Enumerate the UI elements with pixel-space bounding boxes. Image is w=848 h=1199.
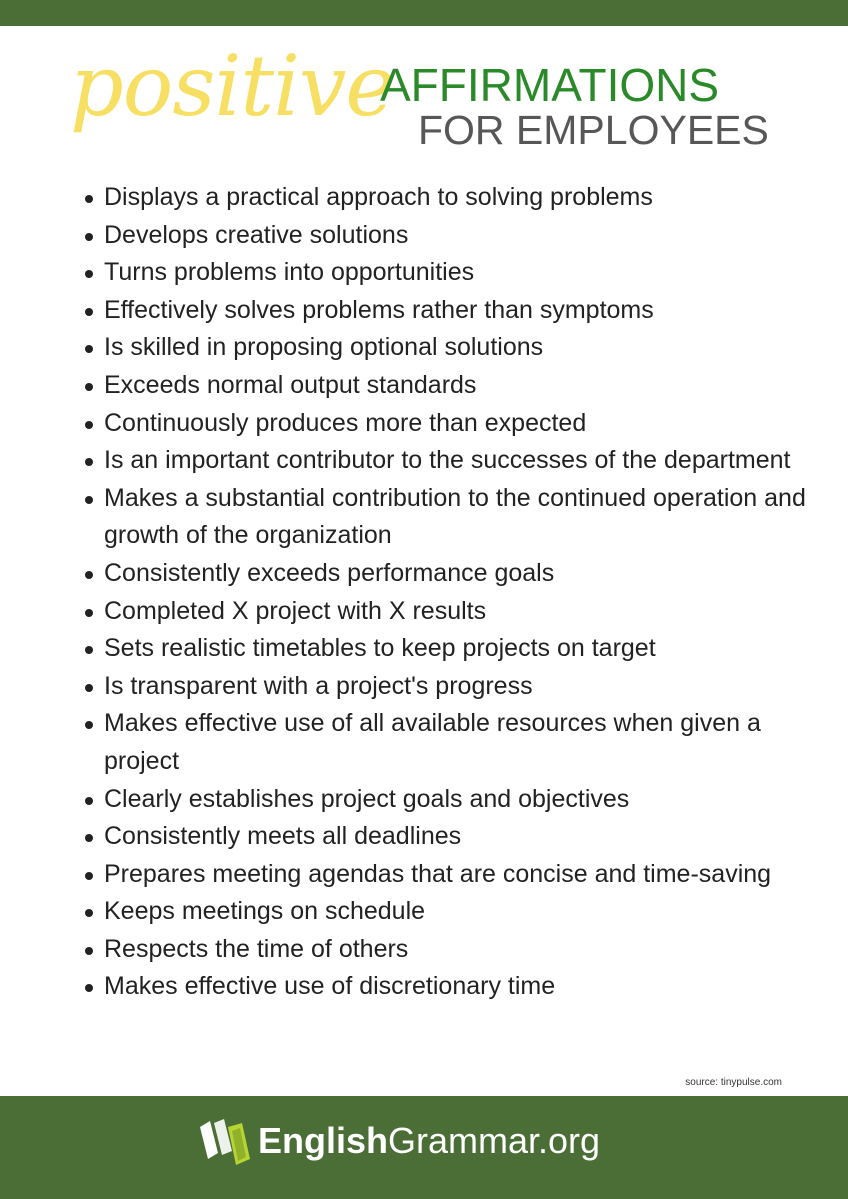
- list-item: Completed X project with X results: [80, 593, 810, 631]
- logo-word-english: English: [258, 1120, 389, 1161]
- affirmations-list: [80, 179, 810, 1006]
- list-item: Turns problems into opportunities: [80, 254, 810, 292]
- list-item: Makes effective use of discretionary time: [80, 968, 810, 1006]
- list-item: Prepares meeting agendas that are concise and time-saving: [80, 856, 810, 894]
- list-item: Makes effective use of all available resources when given a project: [80, 705, 810, 780]
- list-item: Consistently exceeds performance goals: [80, 555, 810, 593]
- englishgrammar-logo[interactable]: [196, 1113, 616, 1177]
- list-item: Respects the time of others: [80, 931, 810, 969]
- books-icon: [196, 1113, 256, 1171]
- list-item: Exceeds normal output standards: [80, 367, 810, 405]
- list-item: Displays a practical approach to solving problems: [80, 179, 810, 217]
- list-item: Sets realistic timetables to keep projects on target: [80, 630, 810, 668]
- list-item: Is transparent with a project's progress: [80, 668, 810, 706]
- list-item: Continuously produces more than expected: [80, 405, 810, 443]
- list-item: Develops creative solutions: [80, 217, 810, 255]
- title-word-positive: positive: [70, 37, 395, 135]
- top-color-bar: [0, 0, 848, 26]
- logo-word-grammar: Grammar.org: [388, 1120, 601, 1161]
- list-item: Is an important contributor to the successes of the department: [80, 442, 810, 480]
- list-item: Makes a substantial contribution to the continued operation and growth of the organization: [80, 480, 810, 555]
- list-item: Clearly establishes project goals and objectives: [80, 781, 810, 819]
- title-word-for-employees: FOR EMPLOYEES: [418, 107, 769, 153]
- logo-wordmark: [258, 1120, 601, 1161]
- list-item: Is skilled in proposing optional solutions: [80, 329, 810, 367]
- source-credit: source: tinypulse.com: [685, 1077, 782, 1088]
- list-item: Effectively solves problems rather than symptoms: [80, 292, 810, 330]
- list-item: Consistently meets all deadlines: [80, 818, 810, 856]
- title-word-affirmations: AFFIRMATIONS: [380, 59, 720, 111]
- list-item: Keeps meetings on schedule: [80, 893, 810, 931]
